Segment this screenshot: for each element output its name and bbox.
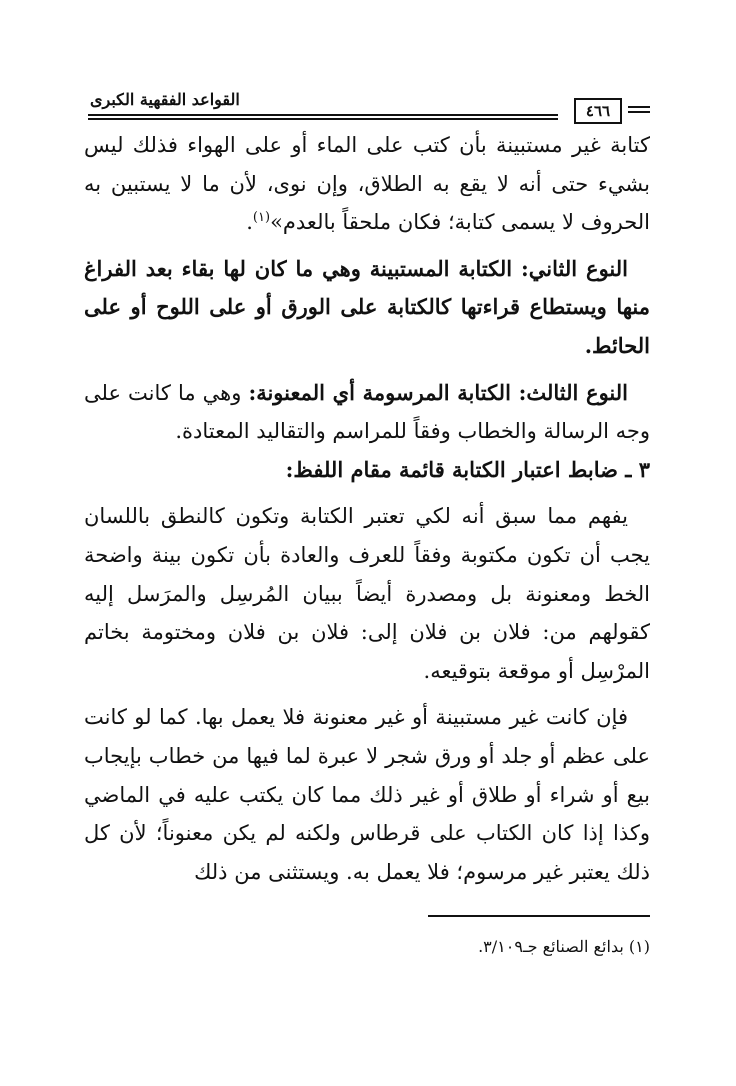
paragraph: فإن كانت غير مستبينة أو غير معنونة فلا يعمل بها. كما لو كانت على عظم أو جلد أو ورق شجر لا عبرة لما فيها من خطاب بإيجاب بيع أو شراء أو طلاق أو غير ذلك مما كان يكتب عليه في الماضي وكذا إذا كان الكتاب على قرطاس ولكنه لم يكن معنوناً؛ لأن كل ذلك يعتبر غير مرسوم؛ فلا يعمل به. ويستثنى من ذلك — [84, 705, 650, 884]
main-text — [84, 126, 650, 891]
paragraph — [84, 374, 650, 451]
paragraph-text: . — [246, 210, 253, 235]
paragraph-text: الكتابة المستبينة وهي ما كان لها بقاء بعد الفراغ منها ويستطاع قراءتها كالكتابة على الورق أو على اللوح أو على الحائط. — [84, 255, 650, 358]
footnote-text: بدائع الصنائع جـ٣/١٠٩. — [478, 937, 624, 956]
paragraph-text: وهي ما كانت على وجه الرسالة والخطاب وفقاً للمراسم والتقاليد المعتادة. — [84, 380, 650, 444]
section-label: النوع الثاني: — [521, 255, 629, 281]
footnote-separator — [428, 915, 650, 917]
header-rule — [88, 114, 558, 116]
footnote — [300, 932, 650, 962]
page-number: ٤٦٦ — [574, 98, 622, 124]
header-ornament — [628, 106, 650, 108]
header-ornament — [628, 111, 650, 113]
paragraph: يفهم مما سبق أنه لكي تعتبر الكتابة وتكون كالنطق باللسان يجب أن تكون مكتوبة وفقاً للعرف والعادة بأن تكون بينة واضحة الخط ومعنونة بل ومصدرة أيضاً ببيان المُرسِل والمرَسل إليه كقولهم من: فلان بن فلان إلى: فلان بن فلان ومختومة بخاتم المرْسِل أو موقعة بتوقيعه. — [84, 504, 650, 683]
running-header — [88, 88, 648, 122]
book-title: القواعد الفقهية الكبرى — [90, 90, 240, 109]
footnote-marker: (١) — [628, 937, 650, 956]
paragraph — [84, 250, 650, 366]
paragraph — [84, 126, 650, 242]
section-heading: ٣ ـ ضابط اعتبار الكتابة قائمة مقام اللفظ: — [285, 456, 650, 482]
header-rule — [88, 118, 558, 120]
section-label: النوع الثالث: — [518, 379, 628, 405]
section-label: الكتابة المرسومة أي المعنونة: — [248, 379, 519, 405]
paragraph-text: كتابة غير مستبينة بأن كتب على الماء أو على الهواء فذلك ليس بشيء حتى أنه لا يقع به الطلاق، وإن نوى، لأن ما لا يستبين به الحروف لا يسمى كتابة؛ فكان ملحقاً بالعدم» — [84, 133, 650, 235]
footnote-reference: (١) — [252, 210, 271, 226]
